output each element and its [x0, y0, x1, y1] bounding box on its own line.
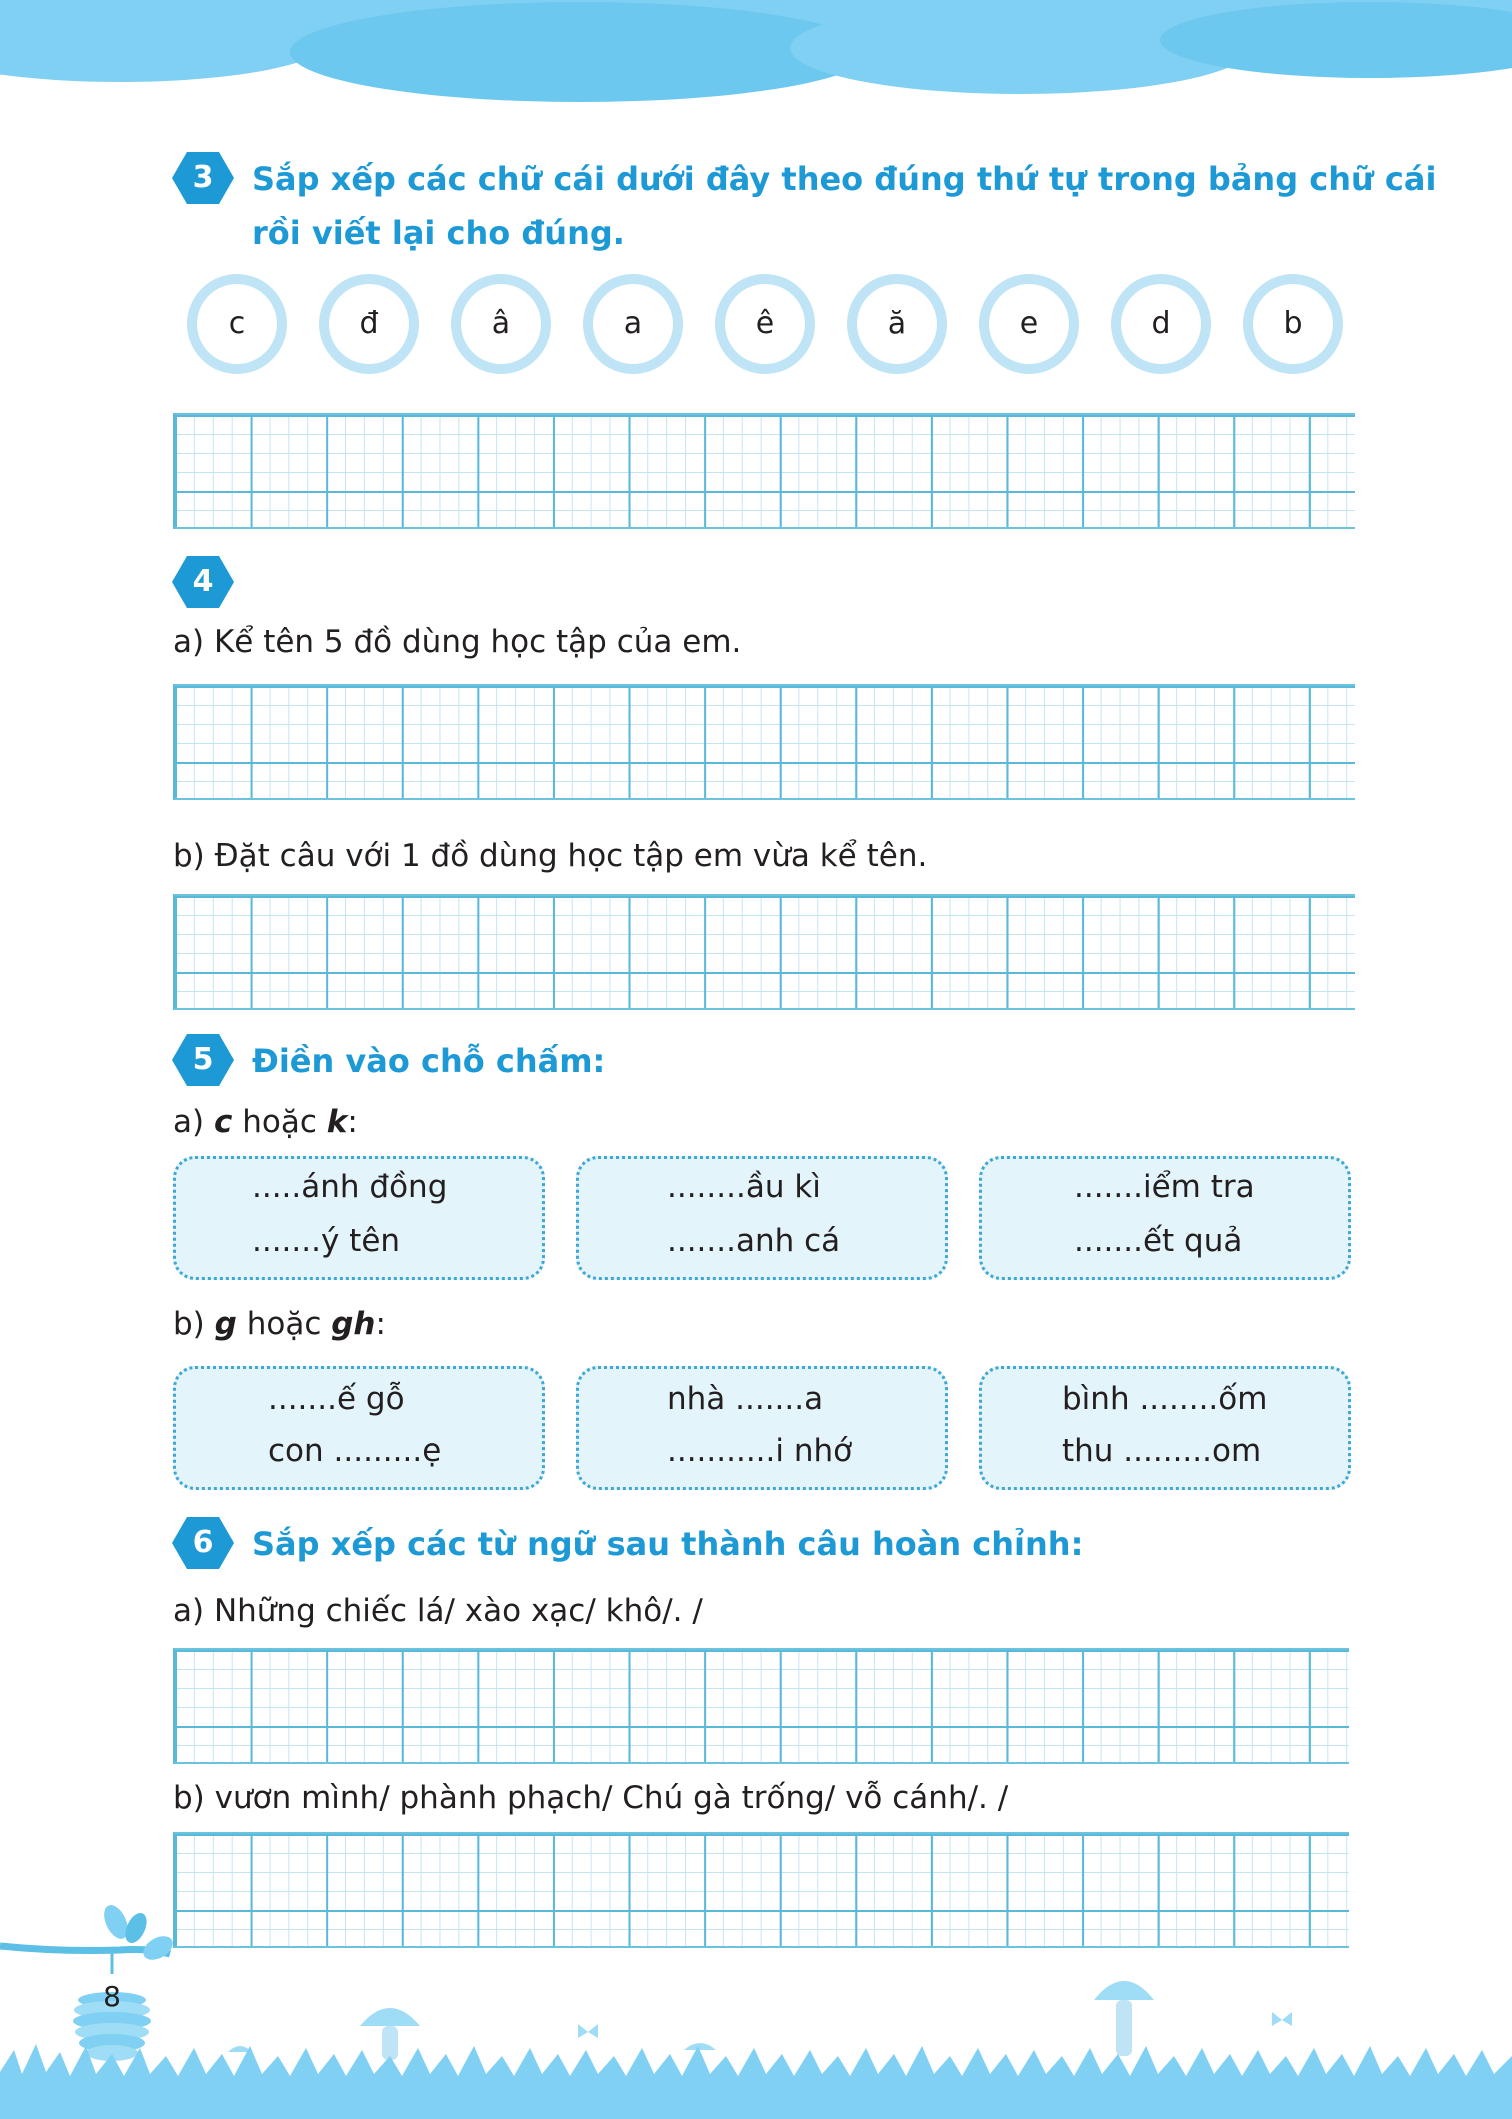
letter-option: c — [213, 1104, 233, 1140]
letter: đ — [359, 306, 379, 341]
exercise-3-number: 3 — [192, 160, 214, 195]
cloud-header-decoration — [0, 0, 1512, 110]
page-number: 8 — [103, 1980, 121, 2013]
fill-word[interactable]: .......anh cá — [667, 1223, 841, 1259]
fill-word[interactable]: ...........i nhớ — [667, 1433, 853, 1469]
writing-grid-ex6a[interactable] — [173, 1648, 1349, 1764]
prompt-colon: : — [375, 1306, 386, 1342]
exercise-6-number: 6 — [192, 1525, 214, 1560]
exercise-6-title: Sắp xếp các từ ngữ sau thành câu hoàn chỉnh: — [252, 1525, 1084, 1563]
letter-flower — [185, 272, 289, 376]
writing-grid-ex3[interactable] — [173, 413, 1355, 529]
letter: â — [491, 306, 511, 341]
exercise-5-badge — [171, 1032, 235, 1088]
fill-word[interactable]: ........ầu kì — [667, 1169, 821, 1205]
exercise-3-title-line2: rồi viết lại cho đúng. — [252, 214, 625, 252]
letter-flower — [845, 272, 949, 376]
prompt-label: b) — [173, 1306, 205, 1342]
letter-flower — [977, 272, 1081, 376]
fill-box — [979, 1156, 1351, 1280]
prompt-connector: hoặc — [242, 1104, 317, 1140]
fill-word[interactable]: bình ........ốm — [1062, 1381, 1268, 1417]
exercise-5-number: 5 — [192, 1042, 214, 1077]
fill-word[interactable]: .......ế gỗ — [268, 1381, 405, 1417]
letter-flower — [581, 272, 685, 376]
exercise-6a-prompt: a) Những chiếc lá/ xào xạc/ khô/. / — [173, 1593, 703, 1629]
exercise-5b-prompt — [173, 1306, 386, 1342]
writing-grid-ex4b[interactable] — [173, 894, 1355, 1010]
fill-box — [576, 1366, 948, 1490]
fill-word[interactable]: .......iểm tra — [1074, 1169, 1255, 1205]
letter-flower — [1241, 272, 1345, 376]
prompt-connector: hoặc — [246, 1306, 322, 1342]
exercise-5a-prompt — [173, 1104, 358, 1140]
exercise-4b-prompt: b) Đặt câu với 1 đồ dùng học tập em vừa kể tên. — [173, 838, 928, 874]
letter-flower — [713, 272, 817, 376]
fill-box — [979, 1366, 1351, 1490]
letter: ă — [887, 306, 907, 341]
exercise-3-badge — [171, 150, 235, 206]
letter-option: k — [326, 1104, 348, 1140]
grass-footer-decoration — [0, 1850, 1512, 2119]
letter-flower — [317, 272, 421, 376]
fill-word[interactable]: .....ánh đồng — [252, 1169, 448, 1205]
exercise-4a-prompt: a) Kể tên 5 đồ dùng học tập của em. — [173, 624, 742, 660]
fill-word[interactable]: nhà .......a — [667, 1381, 824, 1417]
letter: a — [623, 306, 643, 341]
fill-box — [173, 1156, 545, 1280]
fill-box — [173, 1366, 545, 1490]
exercise-3-title-line1: Sắp xếp các chữ cái dưới đây theo đúng thứ tự trong bảng chữ cái — [252, 160, 1437, 198]
letter: c — [228, 306, 246, 341]
fill-word[interactable]: thu .........om — [1062, 1433, 1262, 1469]
letter-option: g — [214, 1306, 237, 1342]
prompt-colon: : — [347, 1104, 358, 1140]
fill-word[interactable]: .......ết quả — [1074, 1223, 1243, 1259]
prompt-label: a) — [173, 1104, 205, 1140]
exercise-6b-prompt: b) vươn mình/ phành phạch/ Chú gà trống/ vỗ cánh/. / — [173, 1780, 1009, 1816]
exercise-5-title: Điền vào chỗ chấm: — [252, 1042, 606, 1080]
writing-grid-ex4a[interactable] — [173, 684, 1355, 800]
letter: d — [1151, 306, 1171, 341]
letter: ê — [755, 306, 775, 341]
exercise-6-badge — [171, 1515, 235, 1571]
letter: e — [1019, 306, 1039, 341]
fill-word[interactable]: con .........ẹ — [268, 1433, 442, 1469]
fill-box — [576, 1156, 948, 1280]
exercise-4-number: 4 — [192, 564, 214, 599]
letter: b — [1283, 306, 1303, 341]
letter-option: gh — [331, 1306, 376, 1342]
exercise-4-badge — [171, 554, 235, 610]
fill-word[interactable]: .......ý tên — [252, 1223, 401, 1259]
letter-flower — [1109, 272, 1213, 376]
letter-flower — [449, 272, 553, 376]
